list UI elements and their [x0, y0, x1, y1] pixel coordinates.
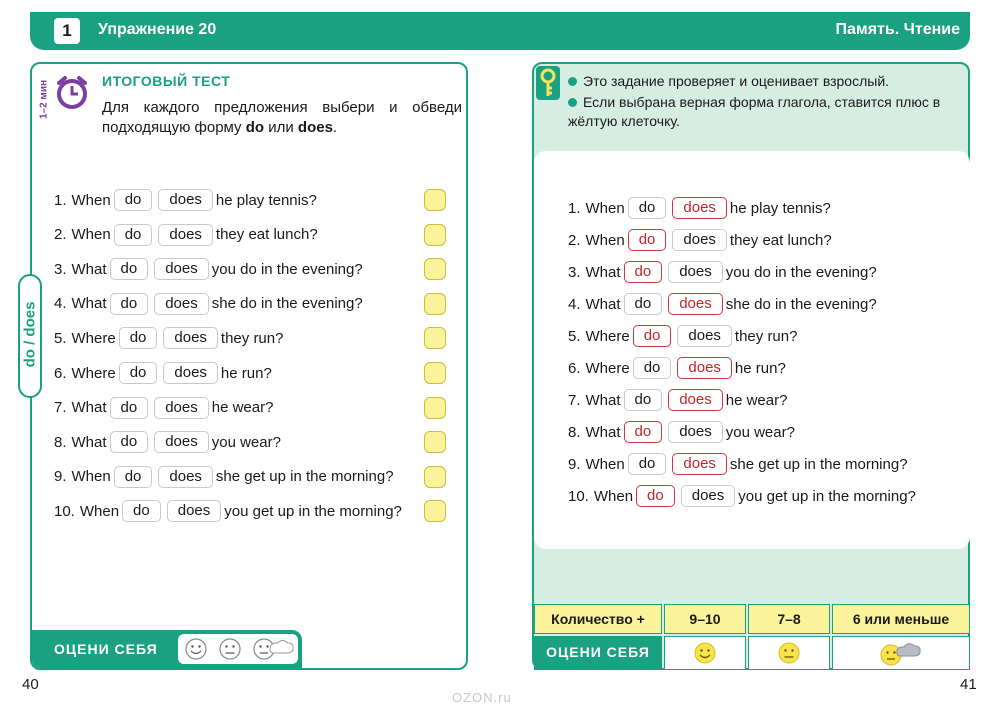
option-do[interactable]: do: [119, 327, 158, 349]
option-does[interactable]: does: [672, 197, 727, 219]
smiley-cloud-icon: [833, 637, 969, 669]
range-9-10: 9–10: [664, 604, 746, 634]
item-number: 7.: [54, 399, 67, 417]
item-number: 10.: [568, 487, 589, 505]
sentence-rest: she do in the evening?: [211, 295, 363, 313]
sentence-rest: he run?: [220, 364, 272, 382]
question-word: What: [71, 433, 107, 451]
question-word: What: [585, 263, 621, 281]
sentence-row: [54, 429, 281, 455]
smiley-happy-icon: [665, 637, 745, 669]
option-does[interactable]: does: [167, 500, 222, 522]
item-number: 5.: [568, 327, 581, 345]
question-word: What: [585, 391, 621, 409]
question-word: When: [593, 487, 634, 505]
note-plus-rule: Если выбрана верная форма глагола, ставится плюс в жёлтую клеточку.: [568, 94, 941, 129]
option-does[interactable]: does: [672, 453, 727, 475]
sentence-row: [54, 187, 317, 213]
header-bar: [30, 12, 970, 50]
answer-key-panel: [532, 62, 970, 670]
answer-row: [568, 483, 916, 509]
sentence-rest: she do in the evening?: [725, 295, 877, 313]
sentence-rest: you get up in the morning?: [738, 487, 916, 505]
option-do[interactable]: do: [633, 357, 672, 379]
page-number-right: 41: [960, 676, 977, 693]
item-number: 4.: [54, 295, 67, 313]
sentence-rest: he wear?: [211, 399, 274, 417]
sentence-row: [54, 291, 363, 317]
sentence-rest: she get up in the morning?: [215, 468, 394, 486]
answer-row: [568, 451, 908, 477]
rate-yourself-bar: [32, 630, 302, 668]
timer-label: 1–2 мин: [38, 79, 50, 120]
sentence-row: [54, 395, 273, 421]
answer-row: [568, 291, 877, 317]
item-number: 6.: [54, 364, 67, 382]
option-do[interactable]: do: [624, 261, 663, 283]
answer-checkbox[interactable]: [424, 362, 446, 384]
watermark: OZON.ru: [452, 690, 512, 705]
sentence-rest: you do in the evening?: [211, 260, 363, 278]
question-word: When: [585, 199, 625, 217]
option-do[interactable]: do: [110, 431, 149, 453]
answer-checkbox[interactable]: [424, 431, 446, 453]
question-word: When: [79, 502, 120, 520]
option-do[interactable]: do: [628, 197, 667, 219]
answer-row: [568, 259, 877, 285]
option-does[interactable]: does: [668, 389, 723, 411]
item-number: 3.: [54, 260, 67, 278]
option-do[interactable]: do: [114, 224, 153, 246]
item-number: 5.: [54, 329, 67, 347]
question-word: Where: [71, 364, 116, 382]
question-word: Where: [585, 359, 630, 377]
range-6-or-less: 6 или меньше: [832, 604, 970, 634]
option-do[interactable]: do: [110, 397, 149, 419]
option-does[interactable]: does: [154, 293, 209, 315]
question-word: Where: [585, 327, 630, 345]
sentence-rest: they eat lunch?: [215, 226, 318, 244]
option-do[interactable]: do: [114, 189, 153, 211]
note-adult-check: Это задание проверяет и оценивает взрослый.: [568, 72, 963, 91]
test-heading: ИТОГОВЫЙ ТЕСТ: [102, 73, 231, 89]
answer-checkbox[interactable]: [424, 189, 446, 211]
sentence-rest: they eat lunch?: [729, 231, 832, 249]
smiley-neutral-icon: [749, 637, 829, 669]
option-does[interactable]: does: [154, 258, 209, 280]
sentence-rest: he run?: [734, 359, 786, 377]
item-number: 7.: [568, 391, 581, 409]
sentence-row: [54, 360, 272, 386]
smiley-strip: [178, 634, 298, 664]
alarm-clock-icon: [54, 74, 90, 110]
sentence-rest: they run?: [220, 329, 284, 347]
option-do[interactable]: do: [624, 293, 663, 315]
question-word: What: [71, 295, 107, 313]
range-7-8: 7–8: [748, 604, 830, 634]
answer-checkbox[interactable]: [424, 466, 446, 488]
sentence-rest: you do in the evening?: [725, 263, 877, 281]
option-do[interactable]: do: [624, 389, 663, 411]
option-do[interactable]: do: [110, 258, 149, 280]
exercise-number: 1: [54, 18, 80, 44]
answer-row: [568, 387, 787, 413]
question-word: What: [71, 399, 107, 417]
answer-row: [568, 419, 795, 445]
option-do[interactable]: do: [122, 500, 161, 522]
option-does[interactable]: does: [163, 362, 218, 384]
option-do[interactable]: do: [624, 421, 663, 443]
item-number: 2.: [568, 231, 581, 249]
option-do[interactable]: do: [628, 229, 667, 251]
page-number-left: 40: [22, 676, 39, 693]
smiley-happy-icon[interactable]: [186, 639, 206, 659]
question-word: When: [71, 191, 111, 209]
sentence-rest: you get up in the morning?: [224, 502, 402, 520]
answer-row: [568, 227, 832, 253]
answer-row: [568, 323, 797, 349]
answer-checkbox[interactable]: [424, 293, 446, 315]
item-number: 3.: [568, 263, 581, 281]
topic-title: Память. Чтение: [835, 21, 960, 38]
answer-row: [568, 355, 786, 381]
option-does[interactable]: does: [158, 466, 213, 488]
item-number: 8.: [54, 433, 67, 451]
answer-checkbox[interactable]: [424, 327, 446, 349]
key-icon: [536, 66, 560, 100]
sentence-row: [54, 325, 283, 351]
smiley-cloud-cell[interactable]: [832, 636, 970, 670]
option-do[interactable]: do: [110, 293, 149, 315]
sentence-rest: they run?: [734, 327, 798, 345]
question-word: What: [71, 260, 107, 278]
option-does[interactable]: does: [668, 261, 723, 283]
question-word: What: [585, 423, 621, 441]
item-number: 10.: [54, 502, 75, 520]
smiley-happy-cell[interactable]: [664, 636, 746, 670]
item-number: 1.: [54, 191, 67, 209]
test-panel: [30, 62, 468, 670]
question-word: When: [585, 455, 625, 473]
option-does[interactable]: does: [668, 421, 723, 443]
answer-checkbox[interactable]: [424, 397, 446, 419]
sentence-row: [54, 464, 394, 490]
sentence-rest: he wear?: [725, 391, 788, 409]
question-word: When: [585, 231, 625, 249]
smiley-cloud-icon[interactable]: [254, 639, 293, 659]
option-does[interactable]: does: [677, 325, 732, 347]
question-word: When: [71, 226, 111, 244]
option-does[interactable]: does: [668, 293, 723, 315]
sentence-rest: you wear?: [725, 423, 795, 441]
question-word: What: [585, 295, 621, 313]
option-does[interactable]: does: [677, 357, 732, 379]
sentence-rest: you wear?: [211, 433, 281, 451]
smiley-neutral-cell[interactable]: [748, 636, 830, 670]
option-does[interactable]: does: [154, 397, 209, 419]
count-plus-label: Количество +: [534, 604, 662, 634]
sentence-rest: she get up in the morning?: [729, 455, 908, 473]
side-tab-do-does: do / does: [18, 274, 42, 398]
answer-checkbox[interactable]: [424, 224, 446, 246]
option-do[interactable]: do: [628, 453, 667, 475]
option-do[interactable]: do: [636, 485, 675, 507]
instruction-text: Для каждого предложения выбери и обведи подходящую форму do или does.: [102, 99, 462, 136]
option-does[interactable]: does: [158, 189, 213, 211]
question-word: Where: [71, 329, 116, 347]
item-number: 9.: [54, 468, 67, 486]
option-does[interactable]: does: [672, 229, 727, 251]
item-number: 4.: [568, 295, 581, 313]
item-number: 1.: [568, 199, 581, 217]
option-do[interactable]: do: [114, 466, 153, 488]
item-number: 6.: [568, 359, 581, 377]
sentence-rest: he play tennis?: [215, 191, 317, 209]
answer-checkbox[interactable]: [424, 258, 446, 280]
option-does[interactable]: does: [154, 431, 209, 453]
option-do[interactable]: do: [633, 325, 672, 347]
smiley-neutral-icon[interactable]: [220, 639, 240, 659]
exercise-title: Упражнение 20: [98, 21, 217, 38]
option-do[interactable]: do: [119, 362, 158, 384]
sentence-row: [54, 256, 363, 282]
item-number: 8.: [568, 423, 581, 441]
option-does[interactable]: does: [158, 224, 213, 246]
item-number: 9.: [568, 455, 581, 473]
option-does[interactable]: does: [163, 327, 218, 349]
rate-yourself-label: ОЦЕНИ СЕБЯ: [54, 641, 158, 657]
rate-yourself-label-right: ОЦЕНИ СЕБЯ: [534, 636, 662, 670]
sentence-row: [54, 222, 318, 248]
answer-row: [568, 195, 831, 221]
option-does[interactable]: does: [681, 485, 736, 507]
item-number: 2.: [54, 226, 67, 244]
question-word: When: [71, 468, 111, 486]
sentence-row: [54, 498, 402, 524]
answer-checkbox[interactable]: [424, 500, 446, 522]
sentence-rest: he play tennis?: [729, 199, 831, 217]
